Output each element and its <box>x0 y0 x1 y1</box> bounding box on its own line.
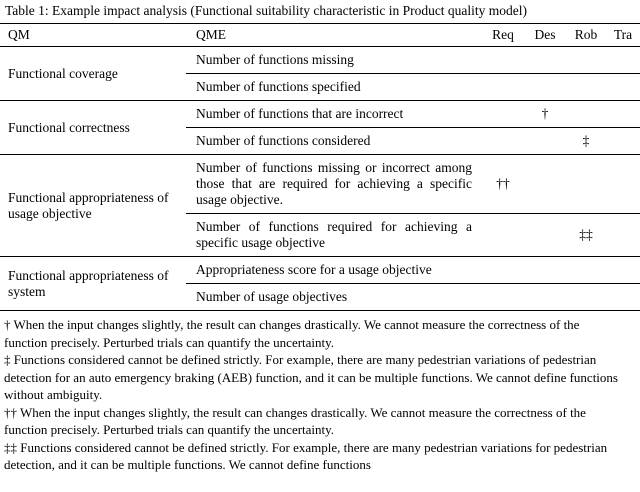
footnote-text: When the input changes slightly, the result can changes drastically. We cannot measure the correctness of the function precisely. Perturbed trials can quantify the uncertainty. <box>4 317 580 350</box>
mark-cell-rob: ‡ <box>566 128 606 155</box>
qm-cell-functional-correctness: Functional correctness <box>0 101 186 155</box>
table-caption: Table 1: Example impact analysis (Functional suitability characteristic in Product quality model) <box>5 3 528 18</box>
header-row <box>0 24 640 47</box>
mark-cell-rob: ‡‡ <box>566 214 606 257</box>
footnote-text: Functions considered cannot be defined strictly. For example, there are many pedestrian variations of pedestrian detection for an auto emergency braking (AEB) function, and it can be multiple functions. We cannot define functions without ambiguity. <box>4 352 618 402</box>
mark-cell-rob <box>566 47 606 74</box>
table-row <box>0 47 640 74</box>
mark-cell-tra <box>606 257 640 284</box>
mark-cell-tra <box>606 47 640 74</box>
footnote-dagger-dagger <box>4 404 626 439</box>
mark-cell-req <box>482 257 524 284</box>
footnote-double-dagger-double-dagger <box>4 439 626 474</box>
mark-cell-des <box>524 47 566 74</box>
mark-cell-rob <box>566 155 606 214</box>
col-header-tra: Tra <box>606 24 640 47</box>
mark-cell-des <box>524 74 566 101</box>
col-header-qm: QM <box>0 24 186 47</box>
mark-cell-req <box>482 128 524 155</box>
table-row <box>0 257 640 284</box>
mark-cell-req <box>482 284 524 311</box>
footnotes <box>0 311 640 474</box>
mark-cell-rob <box>566 257 606 284</box>
col-header-qme: QME <box>186 24 482 47</box>
mark-cell-req <box>482 101 524 128</box>
col-header-des: Des <box>524 24 566 47</box>
mark-cell-des: † <box>524 101 566 128</box>
qm-cell-functional-appropriateness-system: Functional appropriateness of system <box>0 257 186 311</box>
qme-cell: Number of functions missing or incorrect among those that are required for achieving a specific usage objective. <box>186 155 482 214</box>
mark-cell-rob <box>566 284 606 311</box>
mark-cell-des <box>524 257 566 284</box>
qme-cell: Number of functions that are incorrect <box>186 101 482 128</box>
footnote-marker: ‡ <box>4 352 11 367</box>
mark-cell-tra <box>606 128 640 155</box>
footnote-dagger <box>4 316 626 351</box>
qme-cell: Number of functions specified <box>186 74 482 101</box>
mark-cell-tra <box>606 214 640 257</box>
footnote-text: When the input changes slightly, the result can changes drastically. We cannot measure the correctness of the function precisely. Perturbed trials can quantify the uncertainty. <box>4 404 586 437</box>
mark-cell-req: †† <box>482 155 524 214</box>
mark-cell-des <box>524 155 566 214</box>
mark-cell-req <box>482 214 524 257</box>
table-row <box>0 101 640 128</box>
footnote-text: Functions considered cannot be defined strictly. For example, there are many pedestrian variations for pedestrian detection, and it can be multiple functions. We cannot define functions <box>4 439 608 472</box>
col-header-req: Req <box>482 24 524 47</box>
mark-cell-des <box>524 214 566 257</box>
table-row <box>0 155 640 214</box>
footnote-marker: ‡‡ <box>4 439 17 455</box>
qme-cell: Number of functions missing <box>186 47 482 74</box>
qm-cell-functional-appropriateness-usage: Functional appropriateness of usage objective <box>0 155 186 257</box>
mark-cell-tra <box>606 155 640 214</box>
footnote-marker: †† <box>4 404 17 420</box>
mark-cell-req <box>482 74 524 101</box>
mark-cell-des <box>524 284 566 311</box>
qme-cell: Number of functions required for achieving a specific usage objective <box>186 214 482 257</box>
qme-cell: Number of functions considered <box>186 128 482 155</box>
mark-cell-rob <box>566 74 606 101</box>
mark-cell-tra <box>606 101 640 128</box>
mark-cell-rob <box>566 101 606 128</box>
qme-cell: Appropriateness score for a usage objective <box>186 257 482 284</box>
col-header-rob: Rob <box>566 24 606 47</box>
mark-cell-des <box>524 128 566 155</box>
mark-cell-tra <box>606 74 640 101</box>
mark-cell-tra <box>606 284 640 311</box>
footnote-marker: † <box>4 317 11 332</box>
impact-analysis-table <box>0 23 640 311</box>
footnote-double-dagger <box>4 351 626 404</box>
qme-cell: Number of usage objectives <box>186 284 482 311</box>
qm-cell-functional-coverage: Functional coverage <box>0 47 186 101</box>
mark-cell-req <box>482 47 524 74</box>
